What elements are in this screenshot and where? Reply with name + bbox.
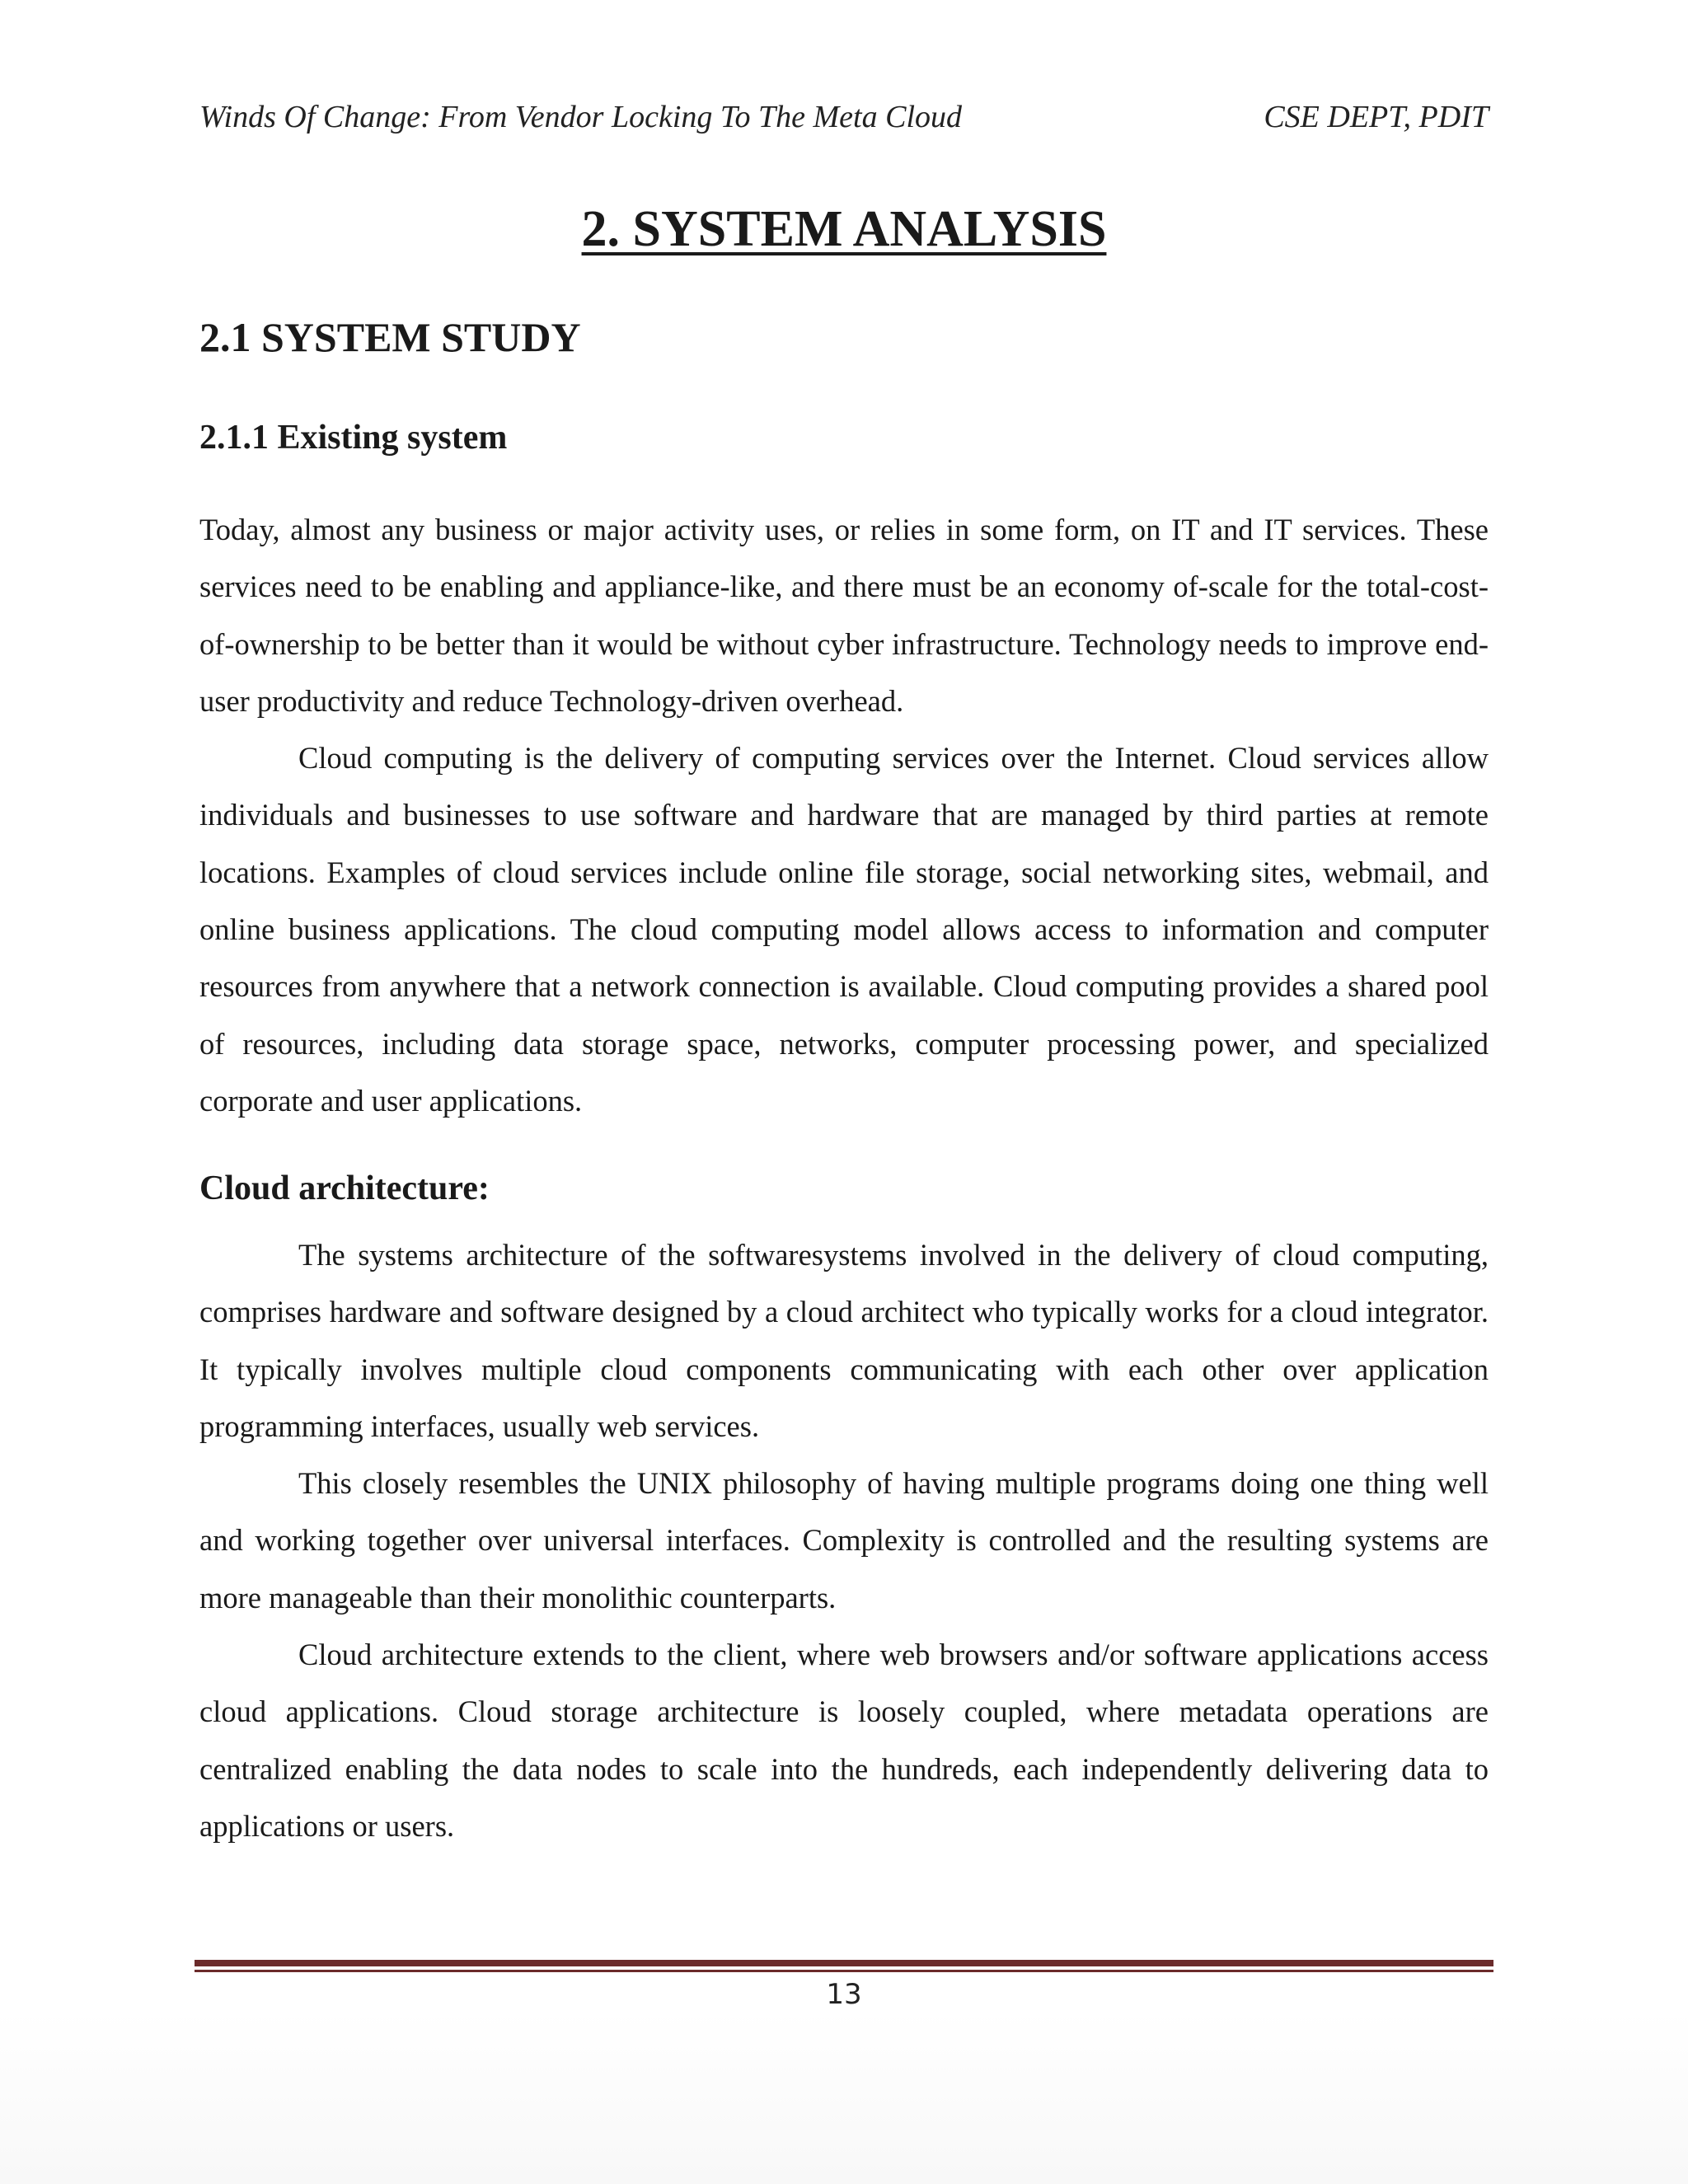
- paragraph: This closely resembles the UNIX philosophy of having multiple programs doing one thing well and working together over universal interfaces. Complexity is controlled and the resulting systems are more manageable than their monolithic counterparts.: [199, 1466, 1489, 1615]
- paragraph: Today, almost any business or major activity uses, or relies in some form, on IT and IT services. These services need to be enabling and appliance-like, and there must be an economy of-scale for the total-cost-of-ownership to be better than it would be without cyber infrastructure. Technology needs to improve end-user productivity and reduce Technology-driven overhead.: [199, 513, 1489, 718]
- chapter-title: [0, 198, 1688, 260]
- cloud-architecture-heading: Cloud architecture:: [199, 1169, 490, 1207]
- section-title: 2.1 SYSTEM STUDY: [199, 314, 581, 360]
- footer-rule-thin: [195, 1970, 1493, 1972]
- existing-system-body: [199, 501, 1489, 1129]
- chapter-title-text: 2. SYSTEM ANALYSIS: [581, 201, 1107, 257]
- page-bottom-shade: [0, 2011, 1688, 2184]
- header-document-title: Winds Of Change: From Vendor Locking To The Meta Cloud: [199, 100, 963, 134]
- page-number: 13: [826, 1978, 862, 2011]
- footer-rule: [195, 1960, 1493, 1966]
- paragraph: Cloud architecture extends to the client, where web browsers and/or software applications access cloud applications. Cloud storage architecture is loosely coupled, where metadata operations are centralized enabling the data nodes to scale into the hundreds, each independently delivering data to applications or users.: [199, 1638, 1489, 1843]
- paragraph: Cloud computing is the delivery of computing services over the Internet. Cloud services allow individuals and businesses to use software and hardware that are managed by third parties at remote locations. Examples of cloud services include online file storage, social networking sites, webmail, and online business applications. The cloud computing model allows access to information and computer resources from anywhere that a network connection is available. Cloud computing provides a shared pool of resources, including data storage space, networks, computer processing power, and specialized corporate and user applications.: [199, 741, 1489, 1118]
- header-department: CSE DEPT, PDIT: [1264, 100, 1489, 134]
- cloud-architecture-body: [199, 1226, 1489, 1854]
- subsection-title: 2.1.1 Existing system: [199, 419, 508, 457]
- paragraph: The systems architecture of the softwaresystems involved in the delivery of cloud computing, comprises hardware and software designed by a cloud architect who typically works for a cloud integrator. It typically involves multiple cloud components communicating with each other over application programming interfaces, usually web services.: [199, 1238, 1489, 1443]
- running-header: [199, 97, 1489, 137]
